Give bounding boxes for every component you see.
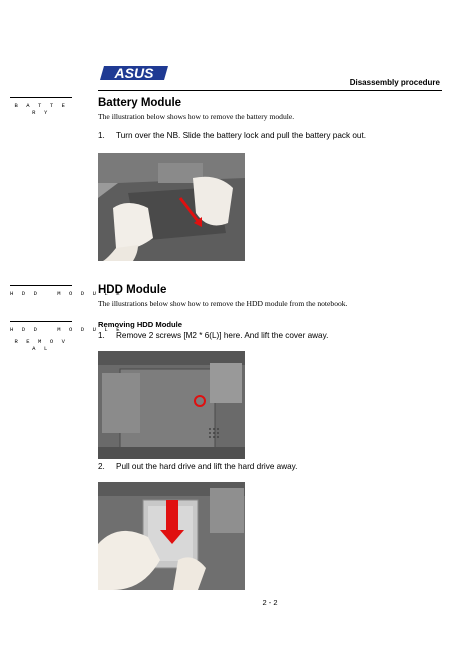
sidebar-rule-battery: [10, 97, 72, 98]
hdd-subheading: Removing HDD Module: [98, 320, 182, 329]
sidebar-label-battery: B A T T E R Y: [14, 102, 68, 116]
step-number: 1.: [98, 131, 105, 140]
battery-intro: The illustration below shows how to remove the battery module.: [98, 112, 295, 121]
hdd-intro: The illustrations below show how to remove the HDD module from the notebook.: [98, 299, 348, 308]
page-number: 2 - 2: [262, 598, 278, 607]
sidebar-label-hdd-module: H D D M O D U L E: [10, 290, 123, 297]
sidebar-label-hdd-removal-1: H D D M O D U L E: [10, 326, 123, 333]
sidebar-rule-hdd-module: [10, 285, 72, 286]
step-number: 1.: [98, 331, 105, 340]
hdd-step-2: [98, 462, 443, 471]
battery-removal-photo: [98, 153, 245, 261]
battery-step-1: [98, 131, 443, 140]
section-title: Disassembly procedure: [349, 78, 440, 87]
sidebar-rule-hdd-removal: [10, 321, 72, 322]
header-rule: [98, 90, 442, 91]
step-number: 2.: [98, 462, 105, 471]
hdd-title: HDD Module: [98, 284, 167, 296]
step-text: Pull out the hard drive and lift the hard drive away.: [116, 462, 298, 471]
hdd-cover-photo: [98, 351, 245, 459]
svg-text:ASUS: ASUS: [114, 65, 154, 81]
battery-title: Battery Module: [98, 97, 182, 109]
step-text: Remove 2 screws [M2 * 6(L)] here. And lift the cover away.: [116, 331, 329, 340]
asus-logo: [98, 64, 174, 82]
sidebar-label-hdd-removal-2: R E M O V A L: [14, 338, 68, 352]
hdd-pull-photo: [98, 482, 245, 590]
step-text: Turn over the NB. Slide the battery lock and pull the battery pack out.: [116, 131, 367, 140]
hdd-step-1: [98, 331, 443, 340]
